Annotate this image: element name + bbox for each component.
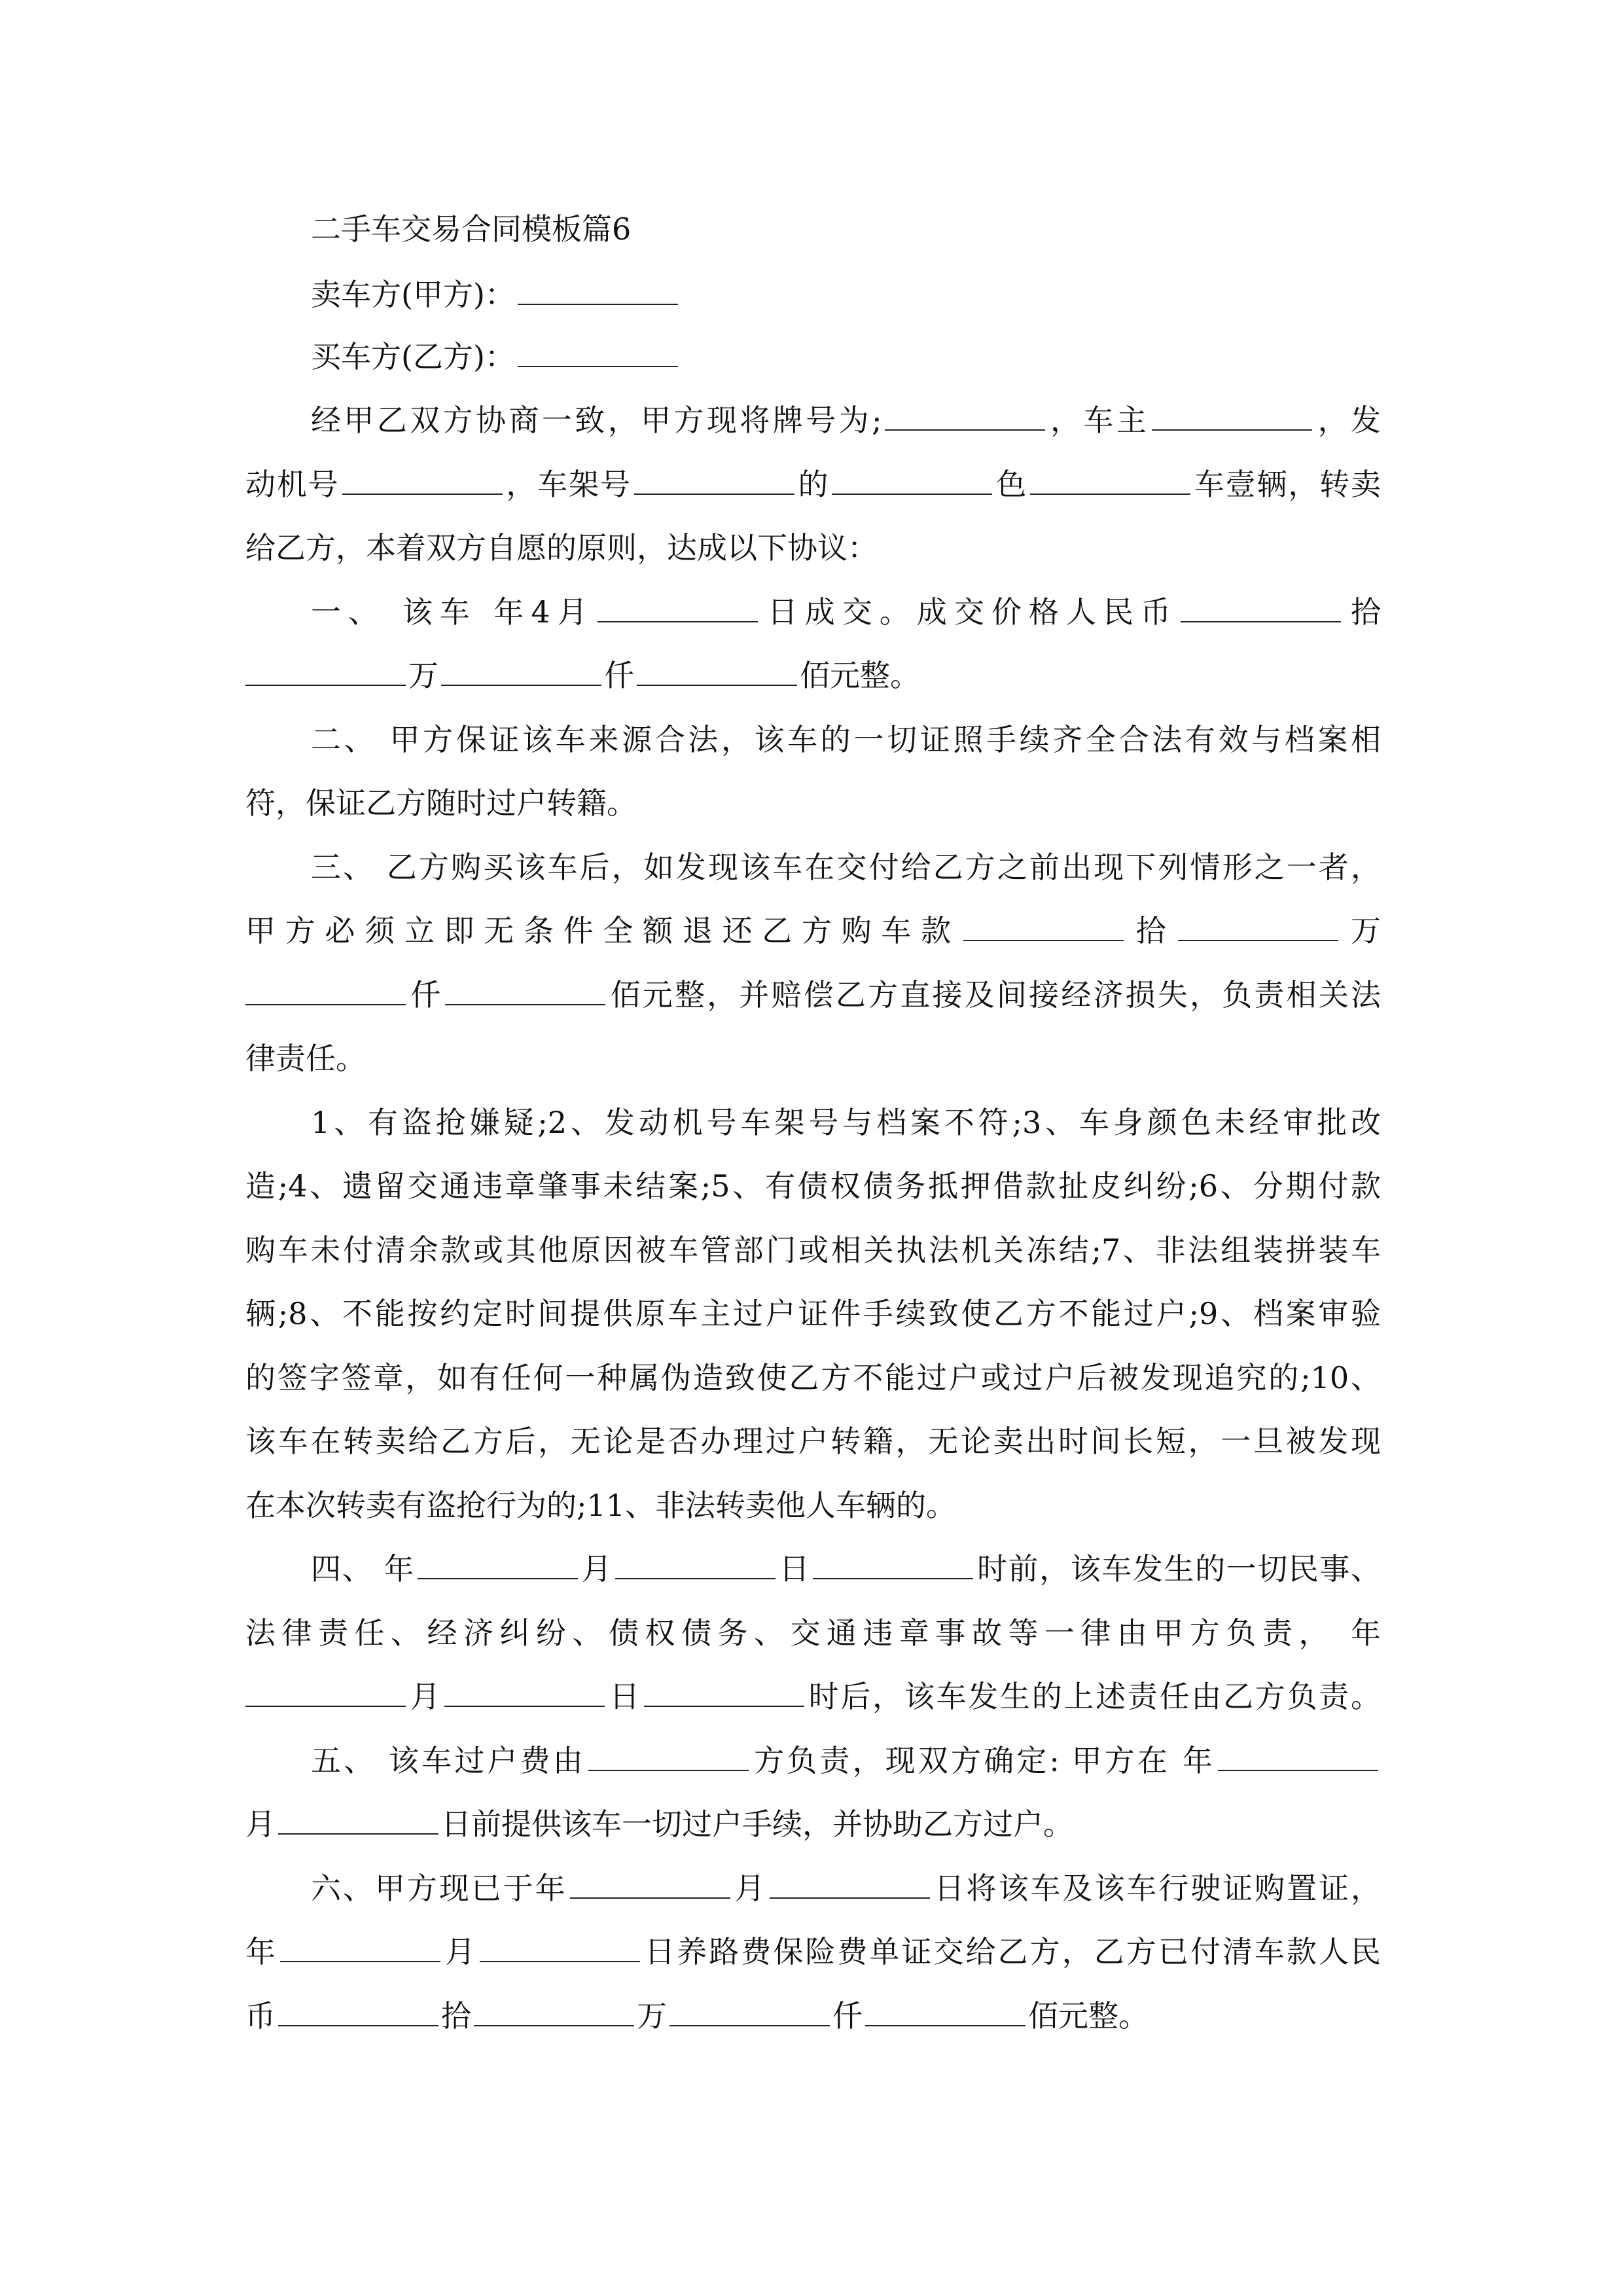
blank — [634, 467, 794, 495]
section-4-line-1: 四、 年 月 日 时前，该车发生的一切民事、 — [311, 1551, 1381, 1587]
section-1-line-1: 一、 该车 年4月 日成交。成交价格人民币 拾 — [311, 594, 1381, 630]
blank — [342, 467, 503, 495]
blank — [444, 1679, 605, 1707]
blank — [588, 1744, 749, 1771]
intro-line-1: 经甲乙双方协商一致，甲方现将牌号为; ，车主 ，发 — [311, 403, 1381, 438]
doc-title: 二手车交易合同模板篇6 — [311, 211, 632, 247]
blank — [644, 1679, 804, 1707]
section-2-line-1: 二、 甲方保证该车来源合法，该车的一切证照手续齐全合法有效与档案相 — [311, 722, 1381, 757]
blank — [480, 1935, 640, 1962]
blank — [770, 1871, 930, 1899]
blank — [1181, 595, 1341, 622]
blank — [245, 1679, 406, 1707]
list-line-2: 造;4、遗留交通违章肇事未结案;5、有债权债务抵押借款扯皮纠纷;6、分期付款 — [245, 1168, 1381, 1204]
section-3-line-1: 三、 乙方购买该车后，如发现该车在交付给乙方之前出现下列情形之一者， — [311, 850, 1381, 885]
section-3-line-2: 甲方必须立即无条件全额退还乙方购车款 拾 万 — [245, 913, 1381, 948]
buyer-line: 买车方(乙方)： — [311, 337, 1381, 376]
list-line-4: 辆;8、不能按约定时间提供原车主过户证件手续致使乙方不能过户;9、档案审验 — [245, 1296, 1381, 1331]
section-1-line-2: 万 仟 佰元整。 — [245, 656, 1381, 695]
blank — [597, 595, 758, 622]
blank — [280, 1935, 440, 1962]
blank — [245, 658, 406, 686]
blank — [278, 1999, 438, 2026]
blank — [885, 403, 1045, 431]
blank — [832, 467, 992, 495]
blank — [1218, 1744, 1378, 1771]
section-6-line-3: 币 拾 万 仟 佰元整。 — [245, 1998, 1149, 2034]
list-line-5: 的签字签章，如有任何一种属伪造致使乙方不能过户或过户后被发现追究的;10、 — [245, 1360, 1381, 1395]
section-6-line-2: 年 月 日养路费保险费单证交给乙方，乙方已付清车款人民 — [245, 1934, 1381, 1969]
seller-blank — [518, 278, 678, 305]
section-6-line-1: 六、甲方现已于年 月 日将该车及该车行驶证购置证， — [311, 1871, 1381, 1906]
blank — [1178, 914, 1338, 941]
section-2-line-2: 符，保证乙方随时过户转籍。 — [245, 785, 637, 821]
blank — [245, 978, 406, 1005]
blank — [669, 1999, 830, 2026]
list-line-7: 在本次转卖有盗抢行为的;11、非法转卖他人车辆的。 — [245, 1488, 957, 1523]
blank — [637, 658, 797, 686]
intro-line-2: 动机号 ，车架号 的 色 车壹辆，转卖 — [245, 467, 1381, 502]
blank — [474, 1999, 634, 2026]
section-4-line-3: 月 日 时后，该车发生的上述责任由乙方负责。 — [245, 1677, 1381, 1716]
blank — [813, 1552, 973, 1579]
blank — [1030, 467, 1190, 495]
list-line-6: 该车在转卖给乙方后，无论是否办理过户转籍，无论卖出时间长短，一旦被发现 — [245, 1424, 1381, 1459]
list-line-1: 1、有盗抢嫌疑;2、发动机号车架号与档案不符;3、车身颜色未经审批改 — [311, 1105, 1381, 1140]
intro-line-3: 给乙方，本着双方自愿的原则，达成以下协议： — [245, 530, 878, 565]
buyer-blank — [518, 340, 678, 367]
blank — [418, 1552, 578, 1579]
section-3-line-3: 仟 佰元整，并赔偿乙方直接及间接经济损失，负责相关法 — [245, 975, 1381, 1014]
blank — [963, 914, 1124, 941]
blank — [865, 1999, 1026, 2026]
blank — [441, 658, 601, 686]
section-5-line-1: 五、 该车过户费由 方负责，现双方确定: 甲方在 年 — [311, 1741, 1381, 1780]
blank — [570, 1871, 730, 1899]
blank — [278, 1807, 438, 1835]
blank — [615, 1552, 776, 1579]
section-5-line-2: 月 日前提供该车一切过户手续，并协助乙方过户。 — [245, 1806, 1073, 1842]
list-line-3: 购车未付清余款或其他原因被车管部门或相关执法机关冻结;7、非法组装拼装车 — [245, 1232, 1381, 1268]
seller-line: 卖车方(甲方)： — [311, 275, 1381, 314]
section-4-line-2: 法律责任、经济纠纷、债权债务、交通违章事故等一律由甲方负责， 年 — [245, 1615, 1381, 1651]
blank — [1152, 403, 1312, 431]
section-3-line-4: 律责任。 — [245, 1041, 366, 1076]
blank — [445, 978, 605, 1005]
